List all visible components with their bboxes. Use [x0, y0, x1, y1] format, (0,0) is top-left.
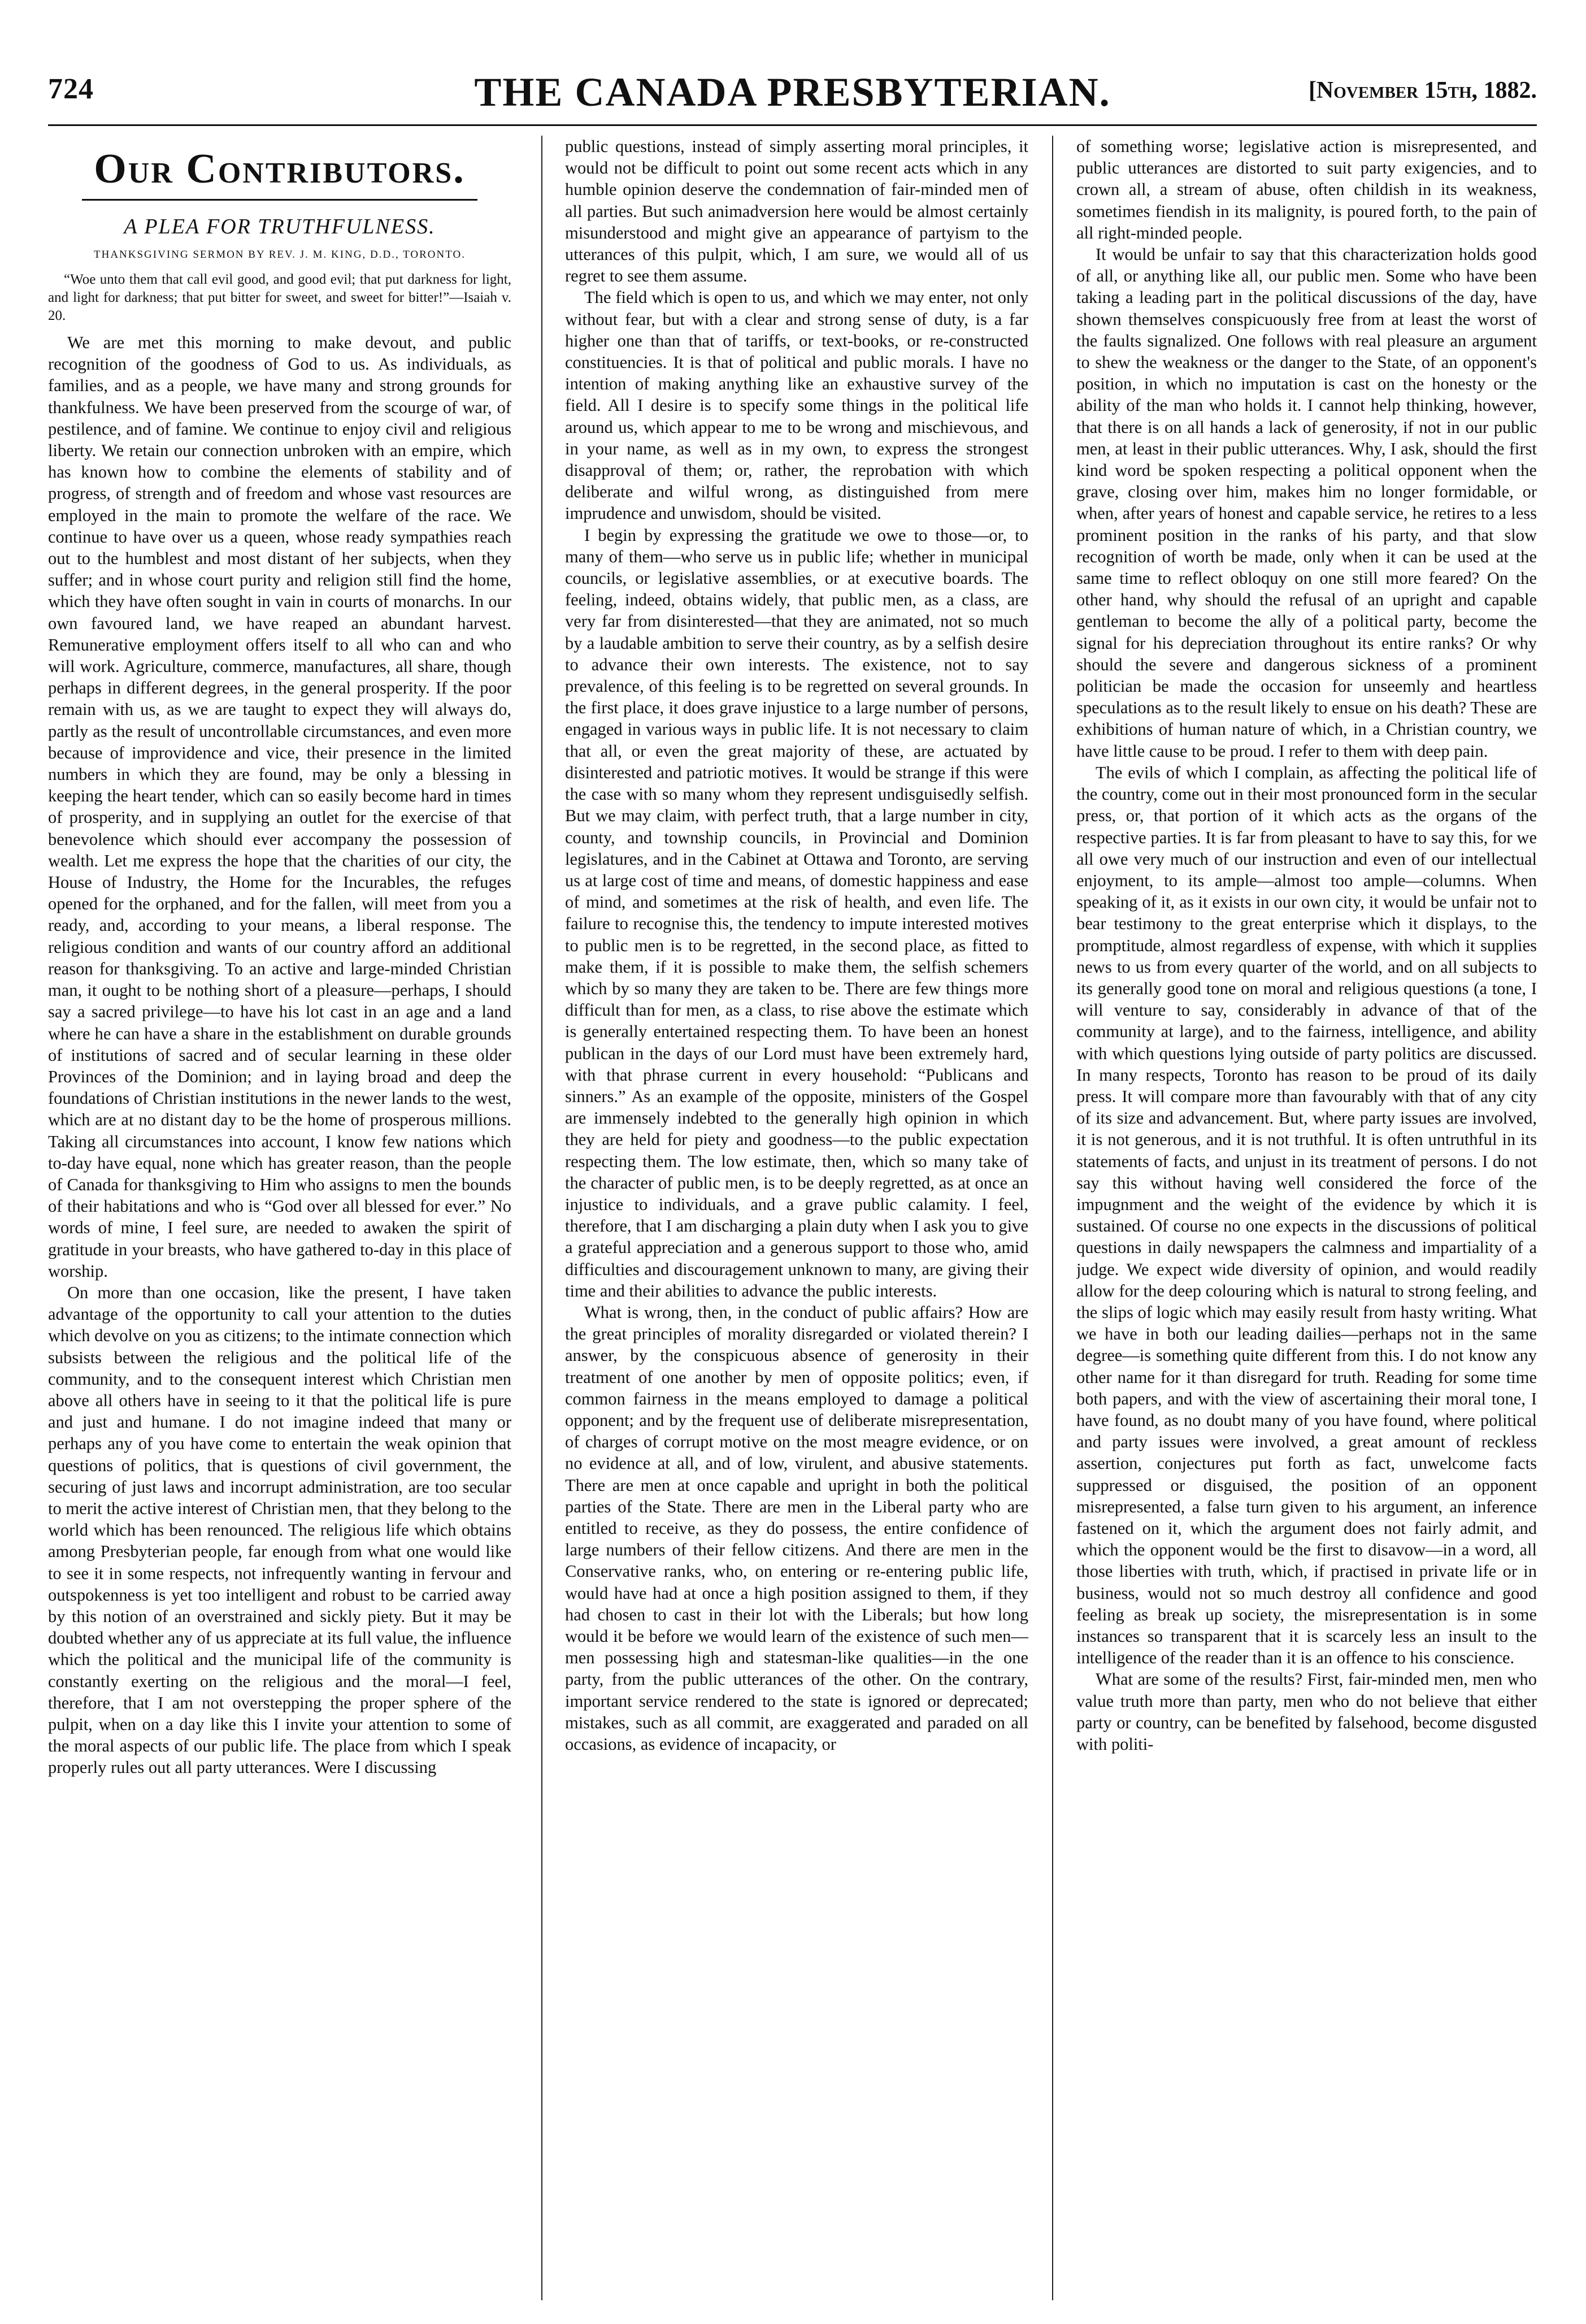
paragraph: On more than one occasion, like the present, I have taken advantage of the opportunity to call your attention to the duties which devolve on you as citizens; to the intimate connection which subsists between the religious and the political life of the community, and to the consequent interest which Christian men above all others have in seeing to it that the political life is pure and just and humane. I do not imagine indeed that many or perhaps any of you have come to entertain the weak opinion that questions of politics, that is questions of civil government, the securing of just laws and incorrupt administration, are too secular to merit the active interest of Christian men, that they belong to the world which has been renounced. The religious life which obtains among Presbyterian people, far enough from what one would like to see it in some respects, not infrequently wanting in fervour and outspokenness is yet too intelligent and robust to be carried away by this notion of an overstrained and sickly piety. But it may be doubted whether any of us appreciate at its full value, the influence which the political and the municipal life of the community is constantly exerting on the religious and the moral—I feel, therefore, that I am not overstepping the proper sphere of the pulpit, when on a day like this I invite your attention to some of the moral aspects of our public life. The place from which I speak properly rules out all party utterances. Were I discussing	[48, 1282, 511, 1777]
section-heading: Our Contributors.	[94, 146, 466, 192]
column-2	[565, 136, 1028, 2300]
paragraph: What are some of the results? First, fair-minded men, men who value truth more than party, men who do not believe that either party or country, can be benefited by falsehood, become disgusted with politi-	[1076, 1670, 1537, 1754]
paragraph: of something worse; legislative action is misrepresented, and public utterances are distorted to suit party exigencies, and to crown all, a stream of abuse, often childish in its weakness, sometimes fiendish in its malignity, is poured forth, to the pain of all right-minded people.	[1076, 137, 1537, 242]
page-number: 724	[48, 73, 94, 105]
paragraph: public questions, instead of simply asserting moral principles, it would not be difficult to point out some recent acts which in any humble opinion deserve the condemnation of fair-minded men of all parties. But such animadversion here would be almost certainly misunderstood and might give an appearance of partyism to the utterances of this pulpit, which, I am sure, we would all of us regret to see them assume.	[565, 137, 1028, 286]
article-title: A PLEA FOR TRUTHFULNESS.	[124, 215, 436, 239]
article-epigraph: “Woe unto them that call evil good, and good evil; that put darkness for light, and light for darkness; that put bitter for sweet, and sweet for bitter!”—Isaiah v. 20.	[48, 272, 511, 323]
section-heading-rule	[82, 199, 477, 201]
paragraph: I begin by expressing the gratitude we owe to those—or, to many of them—who serve us in public life; whether in municipal councils, or legislative assemblies, or at executive boards. The feeling, indeed, obtains widely, that public men, as a class, are very far from disinterested—that they are animated, not so much by a laudable ambition to serve their country, as by a selfish desire to advance their own interests. The existence, not to say prevalence, of this feeling is to be regretted on several grounds. In the first place, it does grave injustice to a large number of persons, engaged in various ways in public life. It is not necessary to claim that all, or even the great majority of these, are actuated by disinterested and patriotic motives. It would be strange if this were the case with so many whom they represent undisguisedly selfish. But we may claim, with perfect truth, that a large number in city, county, and township councils, in Provincial and Dominion legislatures, and in the Cabinet at Ottawa and Toronto, are serving us at large cost of time and means, of domestic happiness and ease of mind, and sometimes at the risk of health, and even life. The failure to recognise this, the tendency to impute interested motives to public men is to be regretted, in the second place, as fitted to make them, if it is possible to make them, the selfish schemers which by so many they are taken to be. There are few things more difficult than for men, as a class, to rise above the estimate which is generally entertained respecting them. To have been an honest publican in the days of our Lord must have been extremely hard, with that phrase current in every household: “Publicans and sinners.” As an example of the opposite, ministers of the Gospel are immensely indebted to the generally high opinion in which they are held for piety and goodness—to the public expectation respecting them. The low estimate, then, which so many take of the character of public men, is to be deeply regretted, as at once an injustice to individuals, and a grave public calamity. I feel, therefore, that I am discharging a plain duty when I ask you to give a grateful appreciation and a generous support to those who, amid difficulties and discouragement unknown to many, are giving their time and their abilities to advance the public interests.	[565, 525, 1028, 1300]
masthead-rule	[48, 124, 1537, 126]
column-3	[1076, 136, 1537, 2300]
paragraph: It would be unfair to say that this characterization holds good of all, or anything like all, our public men. Some who have been taking a leading part in the political discussions of the day, have shown themselves conspicuously free from at least the worst of the faults signalized. One follows with real pleasure an argument to shew the weakness or the danger to the State, of an opponent's position, in which no imputation is cast on the honesty or the ability of the man who holds it. I cannot help thinking, however, that there is on all hands a lack of generosity, if not in our public men, at least in their public utterances. Why, I ask, should the first kind word be spoken respecting a political opponent when the grave, closing over him, makes him no longer formidable, or when, after years of honest and capable service, he retires to a less prominent position in the ranks of his party, and that slow recognition of worth be made, only when it can be used at the same time to reflect obloquy on one still more feared? On the other hand, why should the refusal of an upright and capable gentleman to become the ally of a political party, become the signal for his depreciation throughout its entire ranks? Or why should the severe and dangerous sickness of a prominent politician be made the occasion for unseemly and heartless speculations as to the result likely to ensue on his death? These are exhibitions of human nature of which, in a Christian country, we have little cause to be proud. I refer to them with deep pain.	[1076, 245, 1537, 761]
paragraph: We are met this morning to make devout, and public recognition of the goodness of God to us. As individuals, as families, and as a people, we have many and strong grounds for thankfulness. We have been preserved from the scourge of war, of pestilence, and of famine. We continue to enjoy civil and religious liberty. We retain our connection unbroken with an empire, which has known how to combine the elements of stability and of progress, of strength and of freedom and whose vast resources are employed in the main to promote the welfare of the race. We continue to have over us a queen, whose ready sympathies reach out to the humblest and most distant of her subjects, when they suffer; and in whose court purity and religion still find the home, which they have often sought in vain in courts of monarchs. In our own favoured land, we have reaped an abundant harvest. Remunerative employment offers itself to all who can and who will work. Agriculture, commerce, manufactures, all share, though perhaps in different degrees, in the general prosperity. If the poor remain with us, as we are taught to expect they will always do, partly as the result of uncontrollable circumstances, and even more because of improvidence and vice, their presence in the limited numbers in which they are found, may be only a blessing in keeping the heart tender, which can so easily become hard in times of prosperity, and in supplying an outlet for the exercise of that benevolence which should ever accompany the possession of wealth. Let me express the hope that the charities of our city, the House of Industry, the Home for the Incurables, the refuges opened for the orphaned, and for the fallen, will meet from you a ready, and, according to your means, a liberal response. The religious condition and wants of our country afford an additional reason for thanksgiving. To an active and large-minded Christian man, it ought to be nothing short of a pleasure—perhaps, I should say a sacred privilege—to have his lot cast in an age and a land where he can have a share in the establishment on durable grounds of institutions of sacred and of secular learning in these older Provinces of the Dominion; and in laying broad and deep the foundations of Christian institutions in the newer lands to the west, which are at no distant day to be the home of prosperous millions. Taking all circumstances into account, I know few nations which to-day have equal, none which has greater reason, than the people of Canada for thanksgiving to Him who assigns to men the bounds of their habitations and who is “God over all blessed for ever.” No words of mine, I feel sure, are needed to awaken the spirit of gratitude in your breasts, who have gathered to-day in this place of worship.	[48, 333, 511, 1281]
column-divider	[541, 136, 542, 2300]
column-divider	[1052, 136, 1053, 2300]
paragraph: The evils of which I complain, as affecting the political life of the country, come out in their most pronounced form in the secular press, or, that portion of it which acts as the organs of the respective parties. It is far from pleasant to have to say this, for we all owe very much of our instruction and even of our intellectual enjoyment, to its ample—almost too ample—columns. When speaking of it, as it exists in our own city, it would be unfair not to bear testimony to the great enterprise which it displays, to the promptitude, almost regardless of expense, with which it supplies news to us from every quarter of the world, and on all subjects to its generally good tone on moral and religious questions (a tone, I will venture to say, considerably in advance of that of the community at large), and to the fairness, intelligence, and ability with which questions lying outside of party politics are discussed. In many respects, Toronto has reason to be proud of its daily press. It will compare more than favourably with that of any city of its size and advancement. But, where party issues are involved, it is not generous, and it is not truthful. It is often untruthful in its statements of facts, and unjust in its treatment of persons. I do not say this without having well considered the force of the impugnment and the weight of the evidence by which it is sustained. Of course no one expects in the discussions of political questions in daily newspapers the calmness and impartiality of a judge. We expect wide diversity of opinion, and would readily allow for the deep colouring which is natural to strong feeling, and the slips of logic which may easily result from hasty writing. What we have in both our leading dailies—perhaps not in the same degree—is something quite different from this. I do not know any other name for it than disregard for truth. Reading for some time both papers, and with the view of ascertaining their moral tone, I have found, as no doubt many of you have found, where political and party issues were involved, a great amount of reckless assertion, conjectures put forth as fact, unwelcome facts suppressed or disguised, the position of an opponent misrepresented, a false turn given to his argument, an inference fastened on it, which the argument does not fairly admit, and which the opponent would be the first to disavow—in a word, all those liberties with truth, which, if practised in private life or in business, would not so much destroy all confidence and good feeling as break up society, the misrepresentation is in some instances so transparent that it is scarcely less an insult to the intelligence of the reader than it is an offence to his conscience.	[1076, 762, 1537, 1668]
column-1	[48, 136, 511, 2300]
article-subtitle: THANKSGIVING SERMON BY REV. J. M. KING, D.D., TORONTO.	[94, 249, 466, 261]
paragraph: What is wrong, then, in the conduct of public affairs? How are the great principles of morality disregarded or violated therein? I answer, by the conspicuous absence of generosity in their treatment of one another by men of opposite politics; even, if common fairness in the means employed to damage a political opponent; and by the frequent use of deliberate misrepresentation, of charges of corrupt motive on the most meagre evidence, or on no evidence at all, and of low, virulent, and abusive statements. There are men at once capable and upright in both the political parties of the State. There are men in the Liberal party who are entitled to receive, as they do possess, the entire confidence of large numbers of their fellow citizens. And there are men in the Conservative ranks, who, on entering or re-entering public life, would have had at once a high position assigned to them, if they had chosen to cast in their lot with the Liberals; but how long would it be before we would learn of the existence of such men—men possessing high and statesman-like qualities—in the one party, from the public utterances of the other. On the contrary, important service rendered to the state is ignored or deprecated; mistakes, such as all commit, are exaggerated and paraded on all occasions, as evidence of incapacity, or	[565, 1302, 1028, 1754]
paragraph: The field which is open to us, and which we may enter, not only without fear, but with a clear and strong sense of duty, is a far higher one than that of tariffs, or text-books, or re-constructed constituencies. It is that of political and public morals. I have no intention of making anything like an exhaustive survey of the field. All I desire is to specify some things in the political life around us, which appear to me to be wrong and mischievous, and in your name, as well as in my own, to express the strongest disapproval of them; or, rather, the reprobation with which deliberate and wilful wrong, as distinguished from mere imprudence and unwisdom, should be visited.	[565, 288, 1028, 523]
newspaper-title: THE CANADA PRESBYTERIAN.	[474, 70, 1111, 115]
issue-date: [November 15th, 1882.	[1308, 77, 1537, 103]
masthead	[48, 72, 1537, 123]
